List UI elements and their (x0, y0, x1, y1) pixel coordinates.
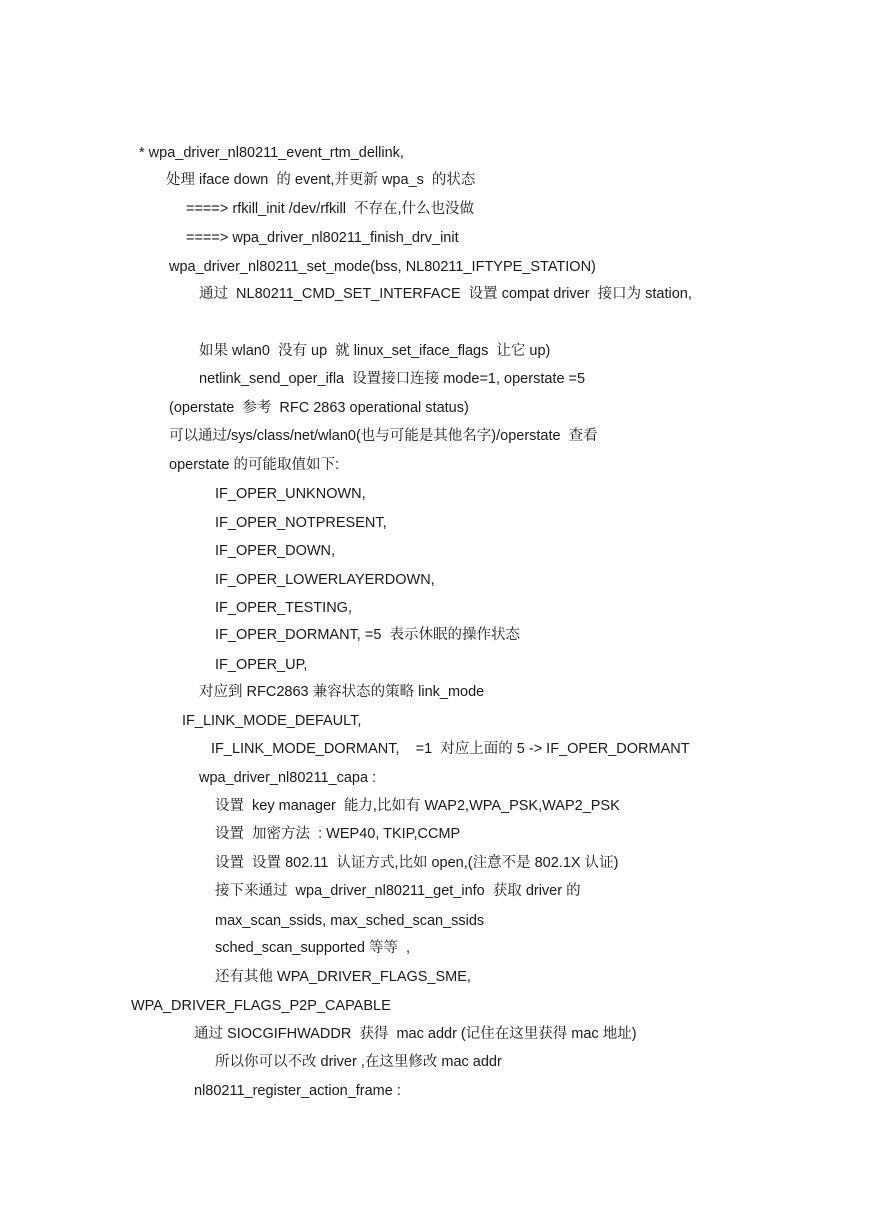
text-line: wpa_driver_nl80211_capa : (199, 770, 377, 786)
text-line: * wpa_driver_nl80211_event_rtm_dellink, (139, 145, 404, 161)
text-line: 处理 iface down 的 event,并更新 wpa_s 的状态 (166, 172, 476, 188)
text-line: 可以通过/sys/class/net/wlan0(也与可能是其他名字)/operstate 查看 (169, 428, 598, 444)
text-line: IF_OPER_DORMANT, =5 表示休眠的操作状态 (215, 627, 520, 643)
text-line: 通过 SIOCGIFHWADDR 获得 mac addr (记住在这里获得 mac 地址) (194, 1026, 637, 1042)
text-line: 接下来通过 wpa_driver_nl80211_get_info 获取 driver 的 (215, 883, 581, 899)
text-line: IF_OPER_UNKNOWN, (215, 486, 366, 502)
text-line: 设置 key manager 能力,比如有 WAP2,WPA_PSK,WAP2_PSK (215, 798, 620, 814)
text-line: max_scan_ssids, max_sched_scan_ssids (215, 913, 485, 929)
text-line: wpa_driver_nl80211_set_mode(bss, NL80211_IFTYPE_STATION) (169, 259, 596, 275)
text-line: IF_OPER_TESTING, (215, 600, 352, 616)
text-line: 如果 wlan0 没有 up 就 linux_set_iface_flags 让它 up) (199, 343, 551, 359)
text-line: nl80211_register_action_frame : (194, 1083, 401, 1099)
text-line: (operstate 参考 RFC 2863 operational status) (169, 400, 469, 416)
text-line: 还有其他 WPA_DRIVER_FLAGS_SME, (215, 969, 471, 985)
text-line: operstate 的可能取值如下: (169, 457, 340, 473)
text-line: ====> wpa_driver_nl80211_finish_drv_init (186, 230, 459, 246)
text-line: IF_OPER_NOTPRESENT, (215, 515, 387, 531)
text-line: 通过 NL80211_CMD_SET_INTERFACE 设置 compat driver 接口为 station, (199, 286, 692, 302)
text-line: netlink_send_oper_ifla 设置接口连接 mode=1, operstate =5 (199, 371, 586, 387)
text-line: WPA_DRIVER_FLAGS_P2P_CAPABLE (131, 998, 391, 1014)
text-line: 设置 设置 802.11 认证方式,比如 open,(注意不是 802.1X 认证) (215, 855, 619, 871)
text-line: 设置 加密方法 : WEP40, TKIP,CCMP (215, 826, 461, 842)
text-line: sched_scan_supported 等等 , (215, 940, 411, 956)
text-line: ====> rfkill_init /dev/rfkill 不存在,什么也没做 (186, 201, 475, 217)
text-line: 所以你可以不改 driver ,在这里修改 mac addr (215, 1054, 502, 1070)
text-line: IF_OPER_LOWERLAYERDOWN, (215, 572, 435, 588)
text-line: IF_OPER_UP, (215, 657, 308, 673)
text-line: 对应到 RFC2863 兼容状态的策略 link_mode (199, 684, 485, 700)
text-line: IF_LINK_MODE_DEFAULT, (182, 713, 362, 729)
text-line: IF_LINK_MODE_DORMANT, =1 对应上面的 5 -> IF_OPER_DORMANT (211, 741, 690, 757)
text-line: IF_OPER_DOWN, (215, 543, 336, 559)
